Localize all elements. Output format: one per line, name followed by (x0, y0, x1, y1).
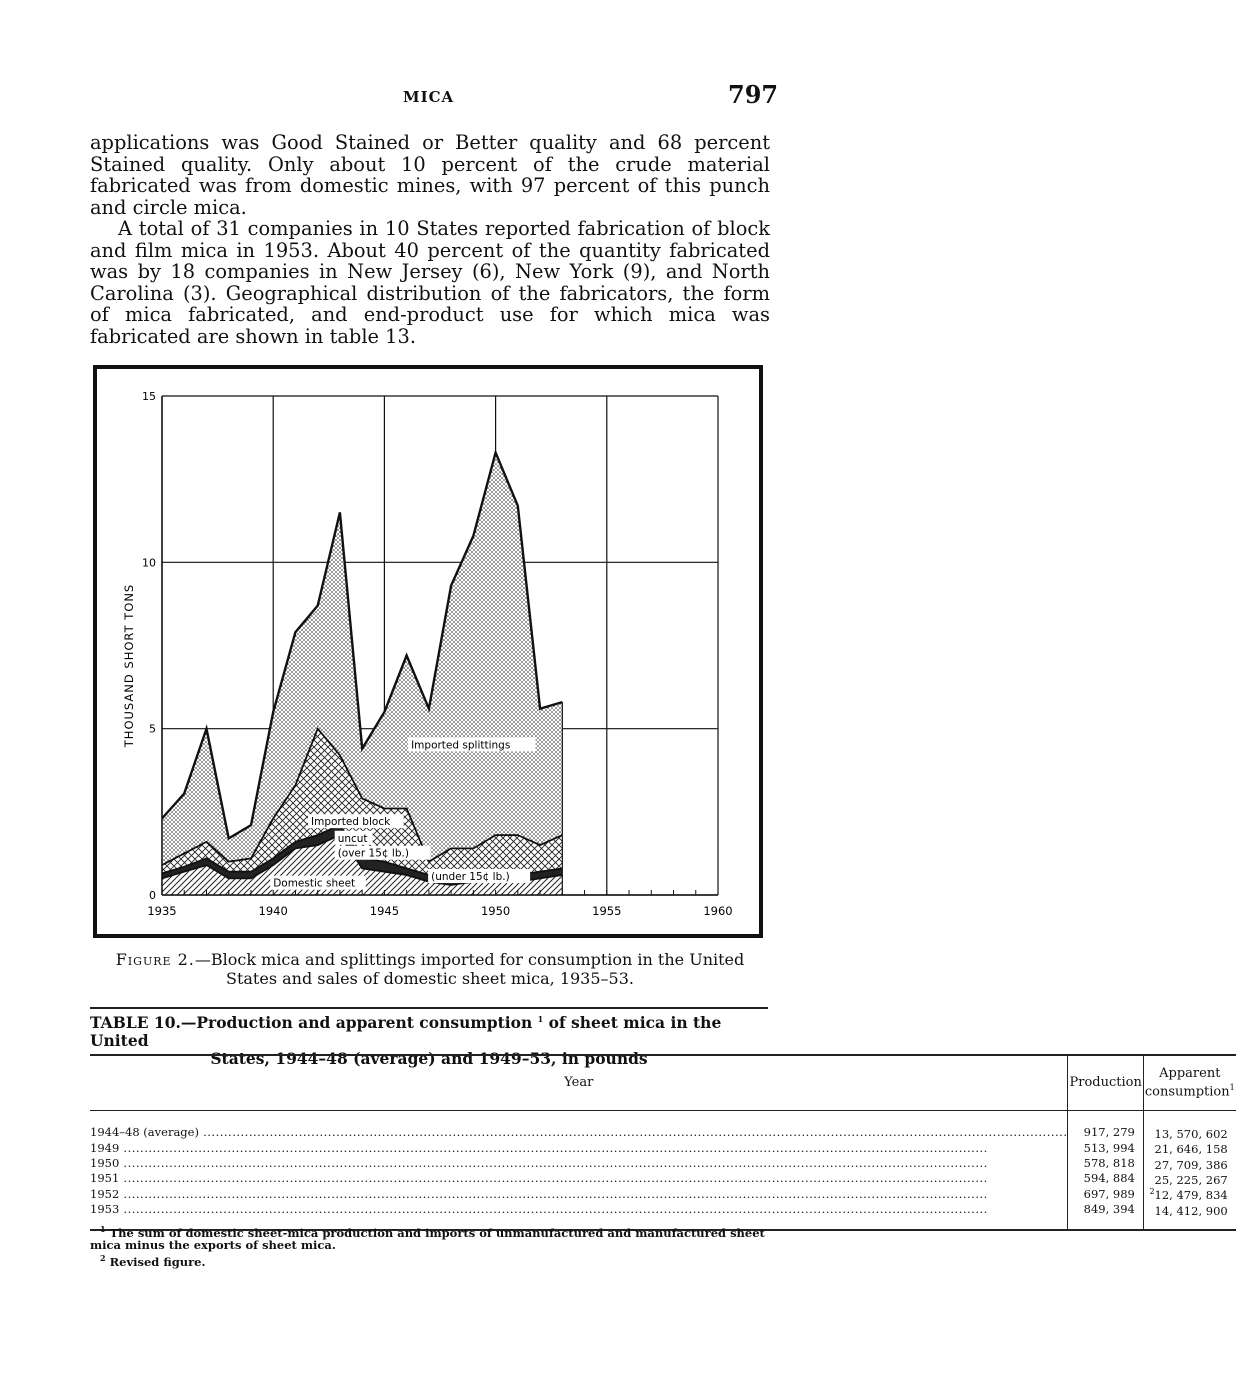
annotation-label: Imported block (311, 816, 391, 829)
annotation-label: Imported splittings (411, 739, 511, 752)
table-row (90, 1171, 1236, 1186)
cell-note: 2 (1149, 1187, 1155, 1197)
cell-consumption-value: 25, 225, 267 (1154, 1172, 1228, 1187)
cell-consumption (1143, 1156, 1235, 1171)
footnote-1-mark: 1 (100, 1224, 106, 1234)
cell-consumption (1143, 1202, 1235, 1230)
y-tick-label: 0 (149, 889, 156, 902)
paragraph-1: applications was Good Stained or Better quality and 68 percent Stained quality. Only about 10 percent of the crude material fabricated was from domestic mines, with 97 percent of this punch and circle mica. (90, 131, 770, 219)
table-row (90, 1156, 1236, 1171)
table-title-note: 1 (537, 1014, 544, 1024)
cell-production: 578, 818 (1068, 1156, 1143, 1171)
y-tick-label: 15 (142, 390, 156, 403)
cell-consumption (1143, 1111, 1235, 1141)
y-axis-label: THOUSAND SHORT TONS (122, 583, 136, 748)
footnote-2-text: Revised figure. (105, 1254, 206, 1269)
x-tick-label: 1950 (480, 904, 511, 918)
annotation-label: (under 15¢ lb.) (431, 871, 510, 884)
annotation-label: Domestic sheet (273, 877, 356, 890)
column-header-production: Production (1068, 1055, 1143, 1111)
table-row (90, 1140, 1236, 1155)
annotation-label: (over 15¢ lb.) (337, 847, 409, 860)
cell-production: 849, 394 (1068, 1202, 1143, 1230)
cell-consumption-value: 27, 709, 386 (1154, 1157, 1228, 1172)
cell-production: 594, 884 (1068, 1171, 1143, 1186)
area-chart (97, 369, 759, 934)
cell-consumption (1143, 1140, 1235, 1155)
footnote-1-text: The sum of domestic sheet-mica production and imports of unmanufactured and manufactured sheet mica minus the exports of sheet mica. (90, 1225, 765, 1253)
cell-production: 917, 279 (1068, 1111, 1143, 1141)
figure-caption (90, 950, 770, 988)
y-tick-label: 10 (142, 556, 156, 570)
cell-consumption (1143, 1186, 1235, 1201)
cell-consumption (1143, 1171, 1235, 1186)
figure-frame (93, 365, 763, 938)
cell-consumption-value: 13, 570, 602 (1154, 1126, 1228, 1141)
column-header-consumption-note: 1 (1229, 1082, 1235, 1092)
cell-year: 1951 ..... (90, 1171, 1068, 1186)
cell-year: 1952 ..... (90, 1186, 1068, 1201)
x-tick-label: 1960 (703, 904, 733, 918)
footnote-2 (90, 1252, 768, 1268)
paragraph-2: A total of 31 companies in 10 States reported fabrication of block and film mica in 1953. About 40 percent of the quantity fabricated was by 18 companies in New Jersey (6), New York (9), and North Carolina (3). Geographical distribution of the fabricators, the form of mica fabricated, and end-product use for which mica was fabricated are shown in table 13. (90, 217, 770, 348)
footnote-2-mark: 2 (100, 1252, 106, 1263)
running-head: MICA (403, 88, 455, 106)
cell-year: 1944–48 (average) ..... (90, 1111, 1068, 1141)
table-title-line2: States, 1944–48 (average) and 1949–53, in pounds (210, 1049, 648, 1069)
footnote-1 (90, 1223, 768, 1252)
x-tick-label: 1945 (369, 904, 400, 918)
cell-year: 1953 ..... (90, 1202, 1068, 1230)
cell-consumption-value: 12, 479, 834 (1154, 1188, 1228, 1203)
table-top-rule (90, 1007, 768, 1009)
table-header-row (90, 1055, 1236, 1111)
cell-production: 697, 989 (1068, 1186, 1143, 1201)
areas (162, 453, 562, 895)
table-title-line1: TABLE 10.—Production and apparent consumption (90, 1013, 533, 1033)
figure-caption-text: —Block mica and splittings imported for consumption in the United States and sales of domestic sheet mica, 1935–53. (194, 950, 745, 988)
figure-label: Figure 2. (115, 950, 195, 969)
cell-production: 513, 994 (1068, 1140, 1143, 1155)
column-header-consumption (1143, 1055, 1235, 1111)
table-row (90, 1111, 1236, 1141)
column-header-consumption-label: Apparent consumption (1144, 1065, 1230, 1100)
cell-year: 1950 ..... (90, 1156, 1068, 1171)
table-row (90, 1186, 1236, 1201)
annotation-label: uncut (337, 832, 368, 845)
table-title-line1-end: of sheet mica in the United (90, 1013, 722, 1051)
production-table (90, 1054, 1236, 1231)
column-header-year: Year (90, 1055, 1068, 1111)
y-tick-label: 5 (149, 722, 156, 736)
x-tick-label: 1935 (147, 904, 177, 918)
page-number: 797 (728, 80, 779, 109)
cell-consumption-value: 14, 412, 900 (1154, 1203, 1228, 1218)
x-tick-label: 1940 (258, 904, 288, 918)
cell-consumption-value: 21, 646, 158 (1154, 1142, 1228, 1157)
x-tick-label: 1955 (592, 904, 622, 918)
cell-year: 1949 ..... (90, 1140, 1068, 1155)
footnotes (90, 1223, 768, 1268)
